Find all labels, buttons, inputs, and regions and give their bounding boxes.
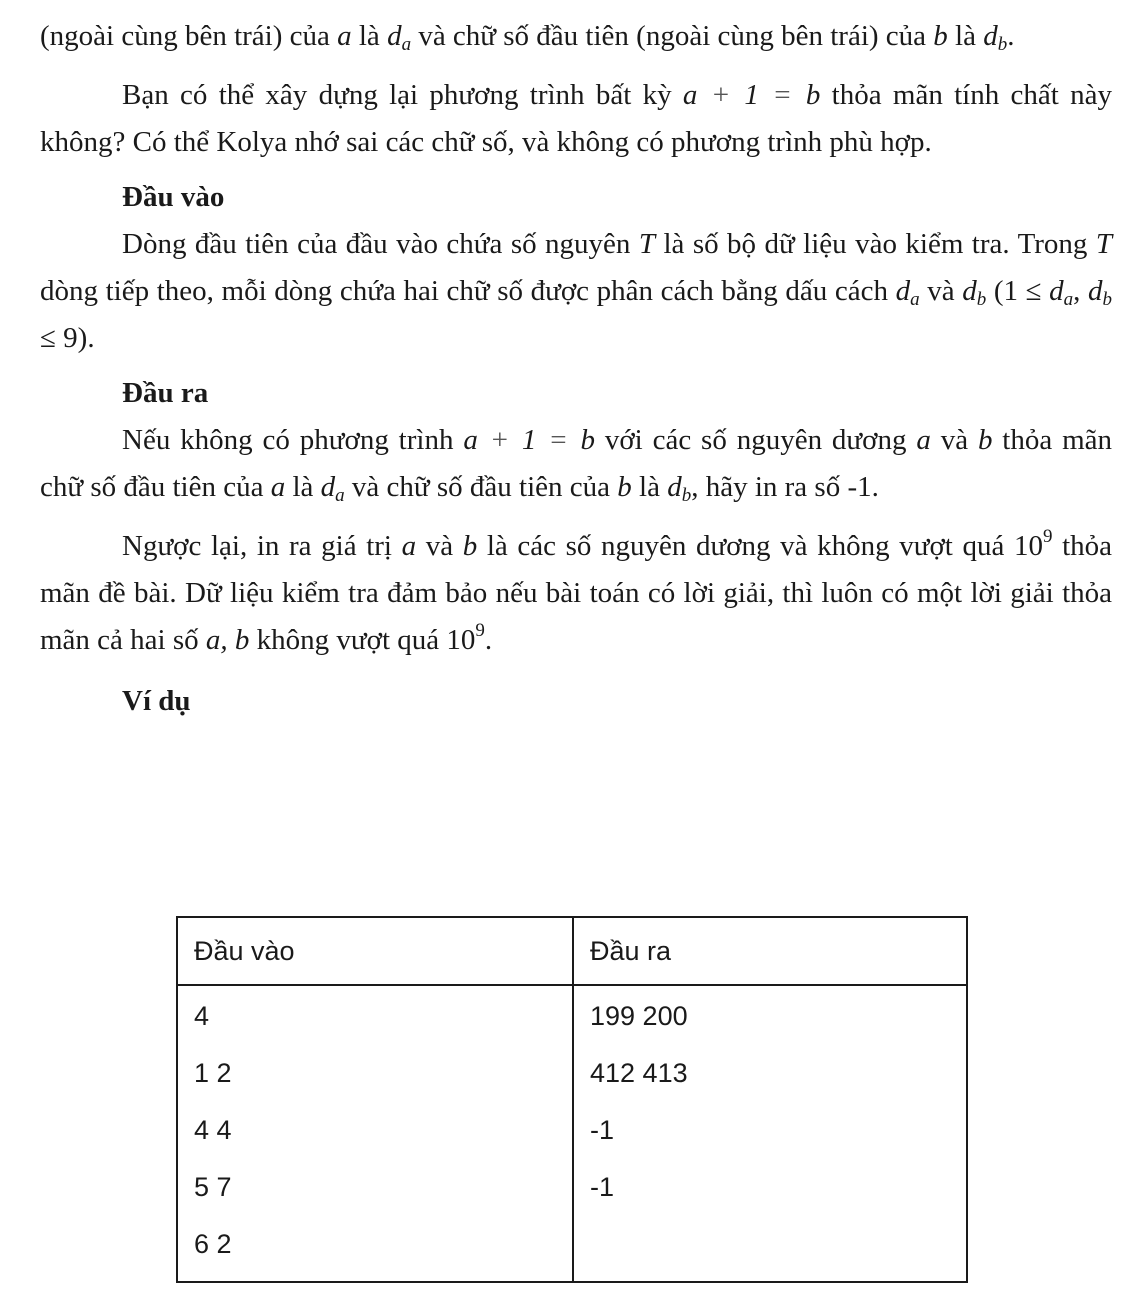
text: (ngoài cùng bên trái) của xyxy=(40,20,338,52)
text: d xyxy=(983,20,998,52)
subscript: a xyxy=(401,34,412,55)
output-line: -1 xyxy=(590,1172,615,1202)
table-row xyxy=(177,985,967,1282)
input-cell xyxy=(177,985,573,1282)
text: Bạn có thể xây dựng lại phương trình bất kỳ xyxy=(122,79,683,111)
example-heading: Ví dụ xyxy=(122,685,191,717)
text: không vượt quá xyxy=(249,624,447,656)
text: và chữ số đầu tiên của xyxy=(344,471,618,503)
text: là xyxy=(631,471,668,503)
var-a: a xyxy=(401,530,417,562)
var-b: b xyxy=(580,424,595,456)
subscript: a xyxy=(335,485,345,506)
var-b: b xyxy=(617,471,632,503)
question-paragraph xyxy=(40,72,1112,166)
text: thỏa mãn đề bài. Dữ liệu kiểm tra đảm bảo nếu bài toán có lời giải, thì luôn có một lời giải thỏa mãn cả hai số xyxy=(40,530,1113,656)
column-header-input: Đầu vào xyxy=(177,917,573,985)
equals-sign: = xyxy=(550,424,567,456)
text: thỏa mãn tính chất này không? Có thể Kolya nhớ sai các chữ số, và không có phương trình phù hợp. xyxy=(40,79,1113,158)
var-da xyxy=(895,275,920,310)
var-b: b xyxy=(462,530,478,562)
text: d xyxy=(387,20,402,52)
equals-sign: = xyxy=(774,79,791,111)
var-a: a xyxy=(916,424,931,456)
text: 10 xyxy=(1013,530,1043,562)
text: d xyxy=(962,275,977,307)
text: là xyxy=(351,20,388,52)
input-paragraph xyxy=(40,221,1112,362)
output-line: 412 413 xyxy=(590,1058,688,1088)
example-table xyxy=(176,916,968,1283)
var-T: T xyxy=(1095,228,1112,260)
text: Dòng đầu tiên của đầu vào chứa số nguyên xyxy=(122,228,639,260)
var-b: b xyxy=(805,79,821,111)
input-line: 4 xyxy=(194,1001,210,1031)
text: d xyxy=(1049,275,1064,307)
exponent: 9 xyxy=(1042,526,1053,547)
var-da xyxy=(387,20,412,55)
var-a: a xyxy=(682,79,698,111)
text: là xyxy=(285,471,321,503)
text: d xyxy=(1088,275,1103,307)
text: d xyxy=(895,275,911,307)
subscript: b xyxy=(1102,289,1113,310)
output-paragraph-2 xyxy=(40,523,1112,664)
number-one: 1 xyxy=(744,79,759,111)
text: dòng tiếp theo, mỗi dòng chứa hai chữ số được phân cách bằng dấu cách xyxy=(40,275,896,307)
problem-statement xyxy=(40,0,1112,725)
subscript: a xyxy=(1063,289,1074,310)
subscript: b xyxy=(681,485,692,506)
input-line: 5 7 xyxy=(194,1172,232,1202)
number-one: 1 xyxy=(521,424,537,456)
text: Nếu không có phương trình xyxy=(122,424,464,456)
var-b: b xyxy=(977,424,993,456)
text: và xyxy=(930,424,978,456)
var-b: b xyxy=(933,20,948,52)
var-T: T xyxy=(638,228,656,260)
input-heading: Đầu vào xyxy=(122,181,225,213)
var-db xyxy=(962,275,987,310)
var-a: a xyxy=(270,471,286,503)
plus-sign: + xyxy=(712,79,730,111)
var-db xyxy=(667,471,692,506)
text: , hãy in ra số -1. xyxy=(691,471,879,503)
input-line: 1 2 xyxy=(194,1058,232,1088)
output-line: 199 200 xyxy=(590,1001,688,1031)
subscript: b xyxy=(997,34,1008,55)
output-paragraph-1 xyxy=(40,417,1112,511)
var-a: a xyxy=(337,20,352,52)
var-da xyxy=(320,471,345,506)
plus-sign: + xyxy=(491,424,509,456)
input-line: 4 4 xyxy=(194,1115,232,1145)
text: 10 xyxy=(446,624,476,656)
exponent: 9 xyxy=(475,620,485,641)
text: với các số nguyên dương xyxy=(594,424,917,456)
table-header-row xyxy=(177,917,967,985)
text: (1 ≤ xyxy=(986,275,1050,307)
var-ab: a, b xyxy=(205,624,250,656)
text: , xyxy=(1073,275,1089,307)
intro-paragraph xyxy=(40,13,1112,60)
output-cell xyxy=(573,985,967,1282)
var-db xyxy=(1088,275,1113,310)
text: là các số nguyên dương và không vượt quá xyxy=(477,530,1014,562)
text: là số bộ dữ liệu vào kiểm tra. Trong xyxy=(655,228,1096,260)
text: và xyxy=(416,530,463,562)
text: . xyxy=(1007,20,1015,52)
text: d xyxy=(667,471,682,503)
text: d xyxy=(320,471,336,503)
subscript: b xyxy=(976,289,987,310)
var-db xyxy=(983,20,1008,55)
text: là xyxy=(947,20,984,52)
subscript: a xyxy=(910,289,920,310)
text: ≤ 9). xyxy=(40,322,95,354)
output-line: -1 xyxy=(590,1115,615,1145)
text: . xyxy=(484,624,493,656)
column-header-output: Đầu ra xyxy=(573,917,967,985)
output-heading: Đầu ra xyxy=(122,377,209,409)
text: và xyxy=(919,275,963,307)
var-a: a xyxy=(463,424,478,456)
text: Ngược lại, in ra giá trị xyxy=(122,530,402,562)
var-da xyxy=(1049,275,1074,310)
text: thỏa mãn chữ số đầu tiên của xyxy=(40,424,1113,503)
input-line: 6 2 xyxy=(194,1229,232,1259)
text: và chữ số đầu tiên (ngoài cùng bên trái) của xyxy=(411,20,934,52)
